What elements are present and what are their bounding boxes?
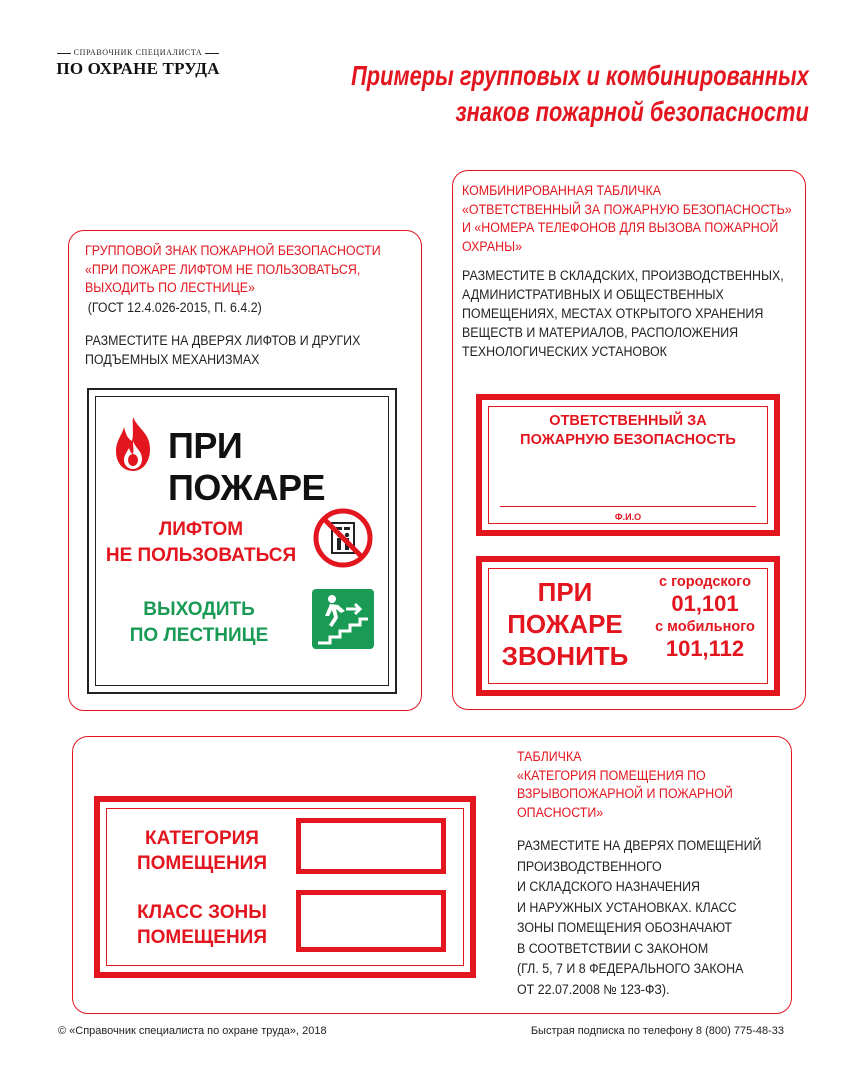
call-line: ПРИ bbox=[537, 577, 593, 607]
zone-line: ПОМЕЩЕНИЯ bbox=[136, 927, 267, 948]
mobile-label: с мобильного bbox=[655, 619, 755, 635]
no-lift-icon bbox=[312, 507, 374, 569]
caption-line: И «НОМЕРА ТЕЛЕФОНОВ ДЛЯ ВЫЗОВА ПОЖАРНОЙ bbox=[462, 220, 779, 235]
caption-line: ВЫХОДИТЬ ПО ЛЕСТНИЦЕ» bbox=[85, 280, 255, 295]
caption-line: «ОТВЕТСТВЕННЫЙ ЗА ПОЖАРНУЮ БЕЗОПАСНОСТЬ» bbox=[462, 201, 792, 217]
footer-subscription: Быстрая подписка по телефону 8 (800) 775-48-33 bbox=[530, 1025, 784, 1037]
exit-line: ВЫХОДИТЬ bbox=[143, 599, 255, 620]
caption-line: «КАТЕГОРИЯ ПОМЕЩЕНИЯ ПО bbox=[517, 767, 706, 783]
lift-line: ЛИФТОМ bbox=[158, 519, 244, 540]
city-label: с городского bbox=[658, 574, 752, 590]
responsible-sign bbox=[476, 394, 780, 536]
page-title-line-1: Примеры групповых и комбинированных bbox=[351, 60, 809, 91]
caption-line: ОХРАНЫ» bbox=[462, 238, 523, 254]
footer-copyright: © «Справочник специалиста по охране труда», 2018 bbox=[58, 1025, 327, 1037]
responsible-line: ОТВЕТСТВЕННЫЙ ЗА bbox=[549, 413, 707, 429]
placement-line: (ГЛ. 5, 7 И 8 ФЕДЕРАЛЬНОГО ЗАКОНА bbox=[517, 961, 744, 976]
call-line: ПОЖАРЕ bbox=[507, 609, 623, 639]
placement-line: ОТ 22.07.2008 № 123-ФЗ). bbox=[517, 981, 670, 997]
placement-line: ПРОИЗВОДСТВЕННОГО bbox=[517, 858, 662, 874]
fio-label: Ф.И.О bbox=[614, 512, 642, 522]
sign-heading: ПРИ ПОЖАРЕ bbox=[168, 425, 325, 508]
category-sign-caption bbox=[517, 748, 784, 1000]
logo-title: ПО ОХРАНЕ ТРУДА bbox=[56, 59, 220, 78]
exit-line: ПО ЛЕСТНИЦЕ bbox=[129, 625, 269, 646]
placement-line: ПОМЕЩЕНИЯХ, МЕСТАХ ОТКРЫТОГО ХРАНЕНИЯ bbox=[462, 306, 764, 321]
exit-stairs-icon bbox=[312, 589, 374, 649]
placement-line: РАЗМЕСТИТЕ В СКЛАДСКИХ, ПРОИЗВОДСТВЕННЫХ, bbox=[462, 268, 784, 283]
page-title-line-2: знаков пожарной безопасности bbox=[455, 96, 809, 127]
fire-lift-sign bbox=[87, 388, 397, 694]
logo-subtitle: СПРАВОЧНИК СПЕЦИАЛИСТА bbox=[57, 53, 219, 62]
caption-line: ТАБЛИЧКА bbox=[517, 749, 582, 764]
flame-icon bbox=[110, 415, 156, 475]
zone-label bbox=[112, 900, 292, 950]
placement-line: ЗОНЫ ПОМЕЩЕНИЯ ОБОЗНАЧАЮТ bbox=[517, 920, 733, 935]
caption-line: КОМБИНИРОВАННАЯ ТАБЛИЧКА bbox=[462, 183, 662, 198]
category-value-box bbox=[296, 818, 446, 874]
signature-line bbox=[500, 506, 756, 507]
category-line: КАТЕГОРИЯ bbox=[145, 828, 259, 849]
phone-numbers bbox=[640, 574, 770, 662]
responsible-line: ПОЖАРНУЮ БЕЗОПАСНОСТЬ bbox=[520, 432, 736, 448]
category-sign bbox=[94, 796, 476, 978]
placement-line: И НАРУЖНЫХ УСТАНОВКАХ. КЛАСС bbox=[517, 899, 737, 915]
page-title bbox=[351, 58, 809, 130]
call-line: ЗВОНИТЬ bbox=[501, 641, 629, 671]
category-label bbox=[112, 826, 292, 876]
call-heading bbox=[490, 576, 640, 672]
caption-line: ВЗРЫВОПОЖАРНОЙ И ПОЖАРНОЙ bbox=[517, 786, 733, 801]
placement-line: ВЕЩЕСТВ И МАТЕРИАЛОВ, РАСПОЛОЖЕНИЯ bbox=[462, 325, 739, 340]
caption-line: ГРУППОВОЙ ЗНАК ПОЖАРНОЙ БЕЗОПАСНОСТИ bbox=[85, 243, 381, 258]
placement-line: ТЕХНОЛОГИЧЕСКИХ УСТАНОВОК bbox=[462, 344, 667, 359]
category-line: ПОМЕЩЕНИЯ bbox=[136, 853, 267, 874]
call-fire-sign bbox=[476, 556, 780, 696]
responsible-heading bbox=[482, 412, 774, 450]
lift-line: НЕ ПОЛЬЗОВАТЬСЯ bbox=[105, 545, 297, 566]
placement-line: В СООТВЕТСТВИИ С ЗАКОНОМ bbox=[517, 940, 709, 956]
gost-reference: (ГОСТ 12.4.026-2015, П. 6.4.2) bbox=[87, 299, 262, 315]
city-numbers: 01,101 bbox=[671, 591, 739, 616]
placement-line: РАЗМЕСТИТЕ НА ДВЕРЯХ ПОМЕЩЕНИЙ bbox=[517, 838, 762, 853]
placement-line: ПОДЪЕМНЫХ МЕХАНИЗМАХ bbox=[85, 351, 260, 367]
placement-line: РАЗМЕСТИТЕ НА ДВЕРЯХ ЛИФТОВ И ДРУГИХ bbox=[85, 332, 361, 348]
zone-line: КЛАСС ЗОНЫ bbox=[137, 902, 267, 923]
exit-text bbox=[96, 597, 302, 649]
group-sign-caption bbox=[85, 242, 407, 369]
placement-line: АДМИНИСТРАТИВНЫХ И ОБЩЕСТВЕННЫХ bbox=[462, 287, 724, 302]
caption-line: «ПРИ ПОЖАРЕ ЛИФТОМ НЕ ПОЛЬЗОВАТЬСЯ, bbox=[85, 261, 361, 277]
lift-text bbox=[96, 517, 306, 569]
caption-line: ОПАСНОСТИ» bbox=[517, 804, 604, 820]
placement-line: И СКЛАДСКОГО НАЗНАЧЕНИЯ bbox=[517, 879, 701, 894]
mobile-numbers: 101,112 bbox=[665, 636, 745, 661]
zone-value-box bbox=[296, 890, 446, 952]
combined-sign-caption bbox=[462, 182, 802, 361]
